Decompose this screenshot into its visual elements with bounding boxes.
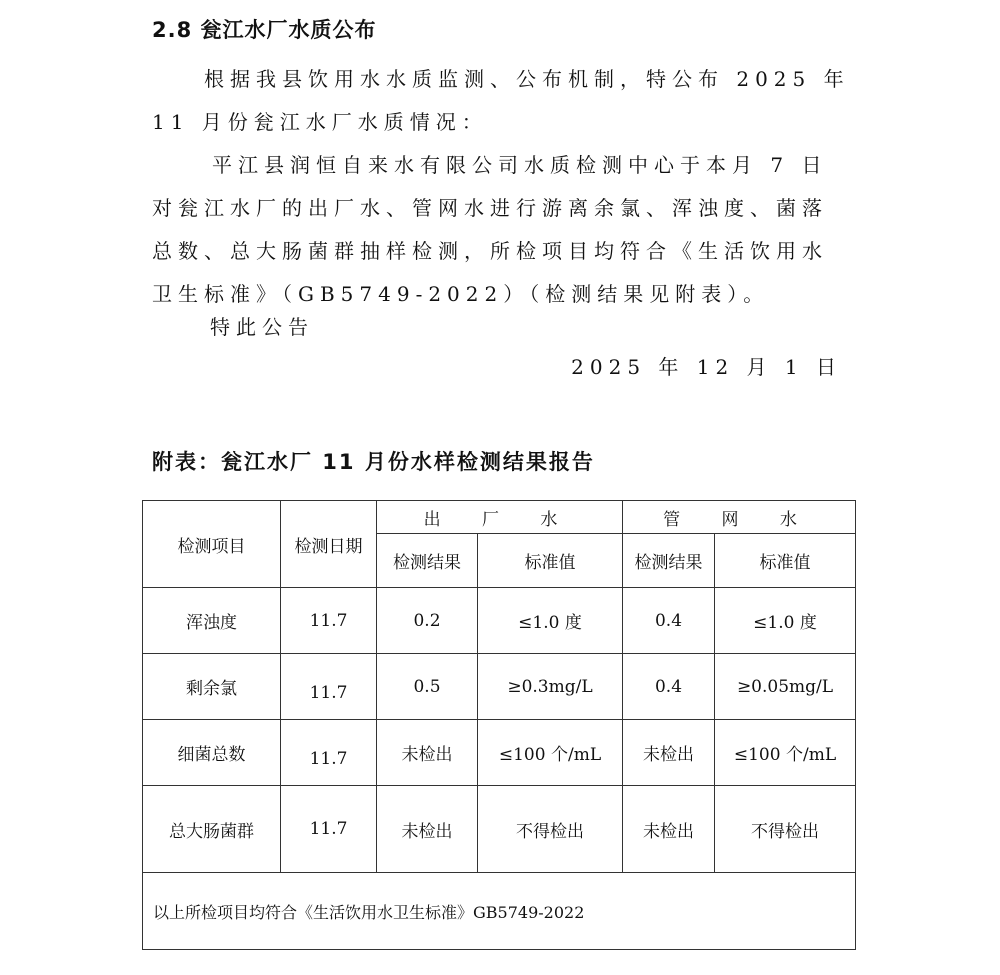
row-item: 细菌总数 [143, 720, 281, 786]
header-outlet-result: 检测结果 [377, 534, 478, 588]
notice-paragraph-intro: 根据我县饮用水水质监测、公布机制，特公布 2025 年 11 月份瓮江水厂水质情况： [152, 67, 850, 134]
table-footnote: 以上所检项目均符合《生活饮用水卫生标准》GB5749-2022 [143, 873, 856, 950]
table-header-row-1 [143, 501, 856, 534]
header-network-water: 管 网 水 [623, 501, 856, 534]
row-network-standard: 不得检出 [715, 786, 856, 873]
table-title: 附表：瓮江水厂 11 月份水样检测结果报告 [152, 450, 595, 474]
results-table [142, 500, 856, 950]
row-network-result: 0.4 [623, 654, 715, 720]
row-date: 11.7 [281, 588, 377, 654]
row-outlet-standard: ≤1.0 度 [478, 588, 623, 654]
section-title: 2.8 瓮江水厂水质公布 [152, 18, 377, 42]
notice-paragraph-detail: 平江县润恒自来水有限公司水质检测中心于本月 7 日对瓮江水厂的出厂水、管网水进行游离余氯、浑浊度、菌落总数、总大肠菌群抽样检测，所检项目均符合《生活饮用水卫生标准》（GB5749-2022）（检测结果见附表）。 [152, 153, 828, 306]
header-outlet-water: 出 厂 水 [377, 501, 623, 534]
row-network-standard: ≤1.0 度 [715, 588, 856, 654]
row-outlet-result: 0.5 [377, 654, 478, 720]
table-row [143, 588, 856, 654]
row-outlet-standard: 不得检出 [478, 786, 623, 873]
row-network-result: 未检出 [623, 786, 715, 873]
row-item: 剩余氯 [143, 654, 281, 720]
row-item: 浑浊度 [143, 588, 281, 654]
row-network-standard: ≤100 个/mL [715, 720, 856, 786]
row-network-standard: ≥0.05mg/L [715, 654, 856, 720]
header-item: 检测项目 [143, 501, 281, 588]
row-network-result: 0.4 [623, 588, 715, 654]
notice-closing: 特此公告 [210, 315, 314, 339]
header-network-standard: 标准值 [715, 534, 856, 588]
row-outlet-standard: ≤100 个/mL [478, 720, 623, 786]
row-date: 11.7 [281, 786, 377, 873]
row-item: 总大肠菌群 [143, 786, 281, 873]
row-network-result: 未检出 [623, 720, 715, 786]
table-row [143, 786, 856, 873]
header-date: 检测日期 [281, 501, 377, 588]
notice-date: 2025 年 12 月 1 日 [571, 355, 842, 379]
table-row [143, 720, 856, 786]
header-outlet-standard: 标准值 [478, 534, 623, 588]
row-date: 11.7 [281, 654, 377, 720]
table-footnote-row [143, 873, 856, 950]
table-row [143, 654, 856, 720]
row-outlet-result: 未检出 [377, 786, 478, 873]
row-outlet-result: 未检出 [377, 720, 478, 786]
header-network-result: 检测结果 [623, 534, 715, 588]
row-outlet-result: 0.2 [377, 588, 478, 654]
row-outlet-standard: ≥0.3mg/L [478, 654, 623, 720]
row-date: 11.7 [281, 720, 377, 786]
